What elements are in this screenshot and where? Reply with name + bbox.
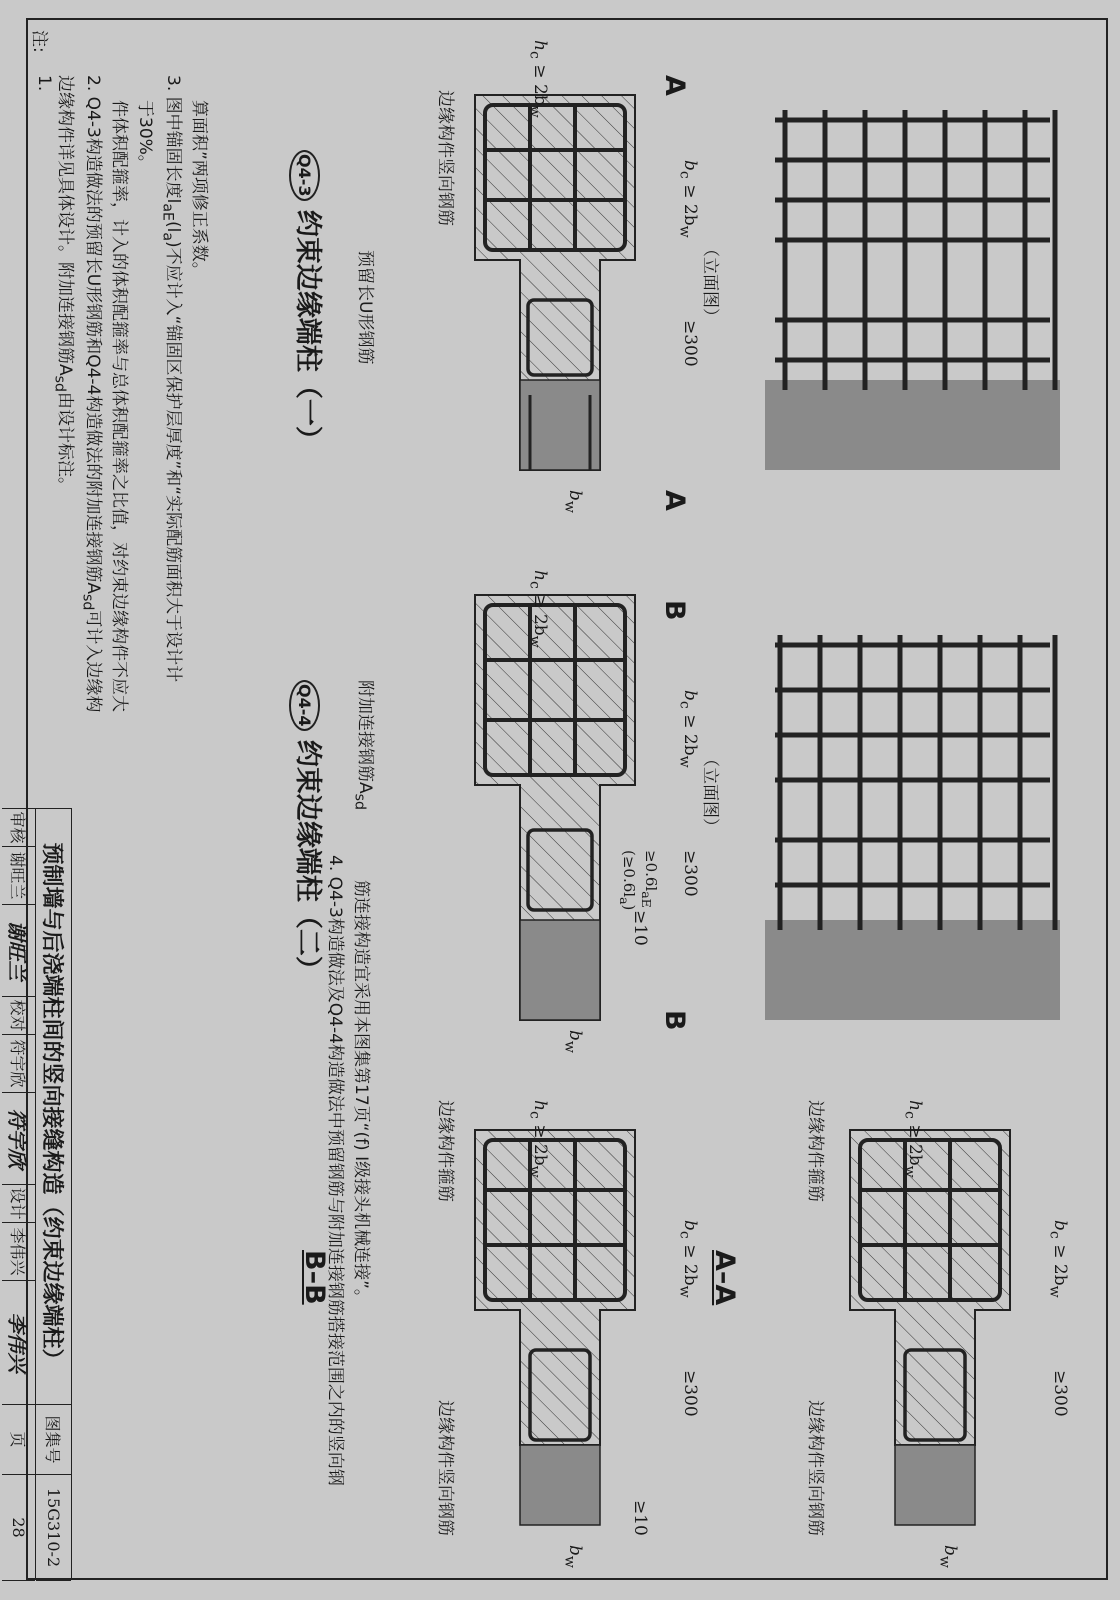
bb-dim-300: ≥300 — [680, 1370, 700, 1417]
note-2-tail: 可计入边缘构 — [83, 610, 103, 713]
title-block — [2, 808, 72, 1580]
q43-elev-grid — [775, 110, 1055, 390]
q43-u-label: 预留长U形钢筋 — [355, 250, 375, 365]
aa-dim-bc: $b_c \ge 2b_w$ — [1046, 1220, 1070, 1298]
q44-elevation — [765, 635, 1060, 1020]
q44-dim-300: ≥300 — [680, 850, 700, 897]
bb-dim-bw: $b_w$ — [561, 1545, 585, 1569]
check-label: 校对 — [2, 997, 35, 1035]
note-3-text-1: 图中锚固长度l — [163, 96, 183, 204]
bb-dim-bc: $b_c \ge 2b_w$ — [676, 1220, 700, 1298]
note-4-line-2: 筋连接构造宜采用本图集第17页“(f) I级接头机械连接”。 — [351, 880, 371, 1306]
check-name: 符宇欣 — [2, 1035, 35, 1093]
bb-dim-10: ≥10 — [630, 1500, 650, 1536]
q43-dim-hc: $h_c \ge 2b_w$ — [526, 40, 550, 118]
check-signature: 符宇欣 — [2, 1093, 35, 1185]
q44-dim-10: ≥10 — [630, 910, 650, 946]
q43-precast-wall — [520, 380, 600, 470]
note-3-tail: )不应计入“锚固区保护层厚度”和“实际配筋面积大于设计计 — [163, 241, 183, 683]
design-name: 李伟兴 — [2, 1223, 35, 1281]
note-4-text-1: Q4-3构造做法及Q4-4构造做法中预留钢筋与附加连接钢筋搭接范围之内的竖向钢 — [325, 876, 345, 1486]
drawing-title: 预制墙与后浇端柱间的竖向接缝构造（约束边缘端柱） — [36, 809, 71, 1405]
q44-precast-wall — [520, 920, 600, 1020]
note-1-tail: 由设计标注。 — [55, 392, 75, 495]
q43-elev-precast — [765, 380, 1060, 470]
q44-dim-bc: $b_c \ge 2b_w$ — [676, 690, 700, 768]
sec-b-mark-top: B — [659, 600, 690, 621]
review-signature: 谢旺兰 — [2, 905, 35, 997]
note-1-text: 边缘构件详见具体设计。附加连接钢筋A — [55, 75, 75, 376]
note-3-sub2: a — [159, 232, 176, 242]
aa-dim-hc: $h_c \ge 2b_w$ — [901, 1100, 925, 1178]
review-label: 审核 — [2, 809, 35, 847]
note-3-mid: (l — [163, 221, 183, 233]
bb-stirrup-label: 边缘构件箍筋 — [435, 1100, 455, 1202]
q43-dim-bw: $b_w$ — [561, 490, 585, 514]
note-3-num: 3. — [163, 75, 183, 92]
aa-dim-bw: $b_w$ — [936, 1545, 960, 1569]
sec-a-mark-top: A — [659, 75, 690, 96]
q43-vertical-label: 边缘构件竖向钢筋 — [435, 90, 455, 226]
sec-a-mark-bottom: A — [659, 490, 690, 511]
q43-dim-300: ≥300 — [680, 320, 700, 367]
q44-dim-bw: $b_w$ — [561, 1030, 585, 1054]
note-1-num: 1. — [34, 75, 54, 92]
sec-aa-title: A–A — [709, 1250, 740, 1306]
bb-vertical-label: 边缘构件竖向钢筋 — [435, 1400, 455, 1536]
note-3-sub: aE — [159, 203, 176, 221]
aa-dim-300: ≥300 — [1050, 1370, 1070, 1417]
q44-asd-sub: sd — [351, 793, 368, 811]
note-2-sub: sd — [79, 594, 96, 611]
q43-dim-bc: $b_c \ge 2b_w$ — [676, 160, 700, 238]
q43-title-text: 约束边缘端柱（一） — [292, 209, 323, 453]
atlas-label: 图集号 — [36, 1405, 71, 1475]
note-1-sub: sd — [51, 375, 68, 393]
aa-stirrup-label: 边缘构件箍筋 — [805, 1100, 825, 1202]
q43-elevation — [765, 110, 1060, 470]
note-2-line-3: 于30%。 — [135, 100, 155, 172]
sec-b-mark-bottom: B — [659, 1010, 690, 1031]
q44-title-text: 约束边缘端柱（二） — [292, 739, 323, 983]
title-block-row-2 — [2, 808, 36, 1580]
q43-title — [291, 150, 330, 453]
sec-bb-title: B–B — [299, 1250, 330, 1305]
note-3-line-2: 算面积”两项修正系数。 — [189, 100, 209, 279]
note-2-num: 2. — [83, 75, 103, 92]
aa-section — [850, 1130, 1010, 1525]
bb-dim-hc: $h_c \ge 2b_w$ — [526, 1100, 550, 1178]
q44-asd-text: 附加连接钢筋A — [355, 680, 375, 794]
note-2-text-1: Q4-3构造做法的预留长U形钢筋和Q4-4构造做法的附加连接钢筋A — [83, 96, 103, 595]
q43-code: Q4-3 — [289, 150, 320, 201]
q44-code: Q4-4 — [289, 680, 320, 731]
note-2-line-2: 件体积配箍率，计入的体积配箍率与总体积配箍率之比值，对约束边缘构件不应大 — [109, 100, 129, 712]
q44-title — [291, 680, 330, 983]
q44-dim-lae: $\ge 0.6l_{aE}$ — [639, 850, 660, 908]
q43-elev-label: （立面图） — [700, 240, 720, 325]
review-name: 谢旺兰 — [2, 847, 35, 905]
title-block-row-1 — [36, 808, 72, 1580]
aa-vertical-label: 边缘构件竖向钢筋 — [805, 1400, 825, 1536]
page-number: 28 — [2, 1475, 35, 1581]
page-label: 页 — [2, 1405, 35, 1475]
q44-elev-label: （立面图） — [700, 750, 720, 835]
q43-plan — [475, 95, 635, 470]
bb-section — [475, 1130, 635, 1525]
q44-dim-la: $(\ge 0.6l_a)$ — [617, 850, 638, 911]
q44-plan — [475, 595, 635, 1020]
design-label: 设计 — [2, 1185, 35, 1223]
atlas-number: 15G310-2 — [36, 1475, 71, 1581]
q44-dim-hc: $h_c \ge 2b_w$ — [526, 570, 550, 648]
note-4-num: 4. — [325, 855, 345, 872]
notes-heading: 注: — [29, 30, 49, 53]
design-signature: 李伟兴 — [2, 1281, 35, 1405]
q44-asd-label — [352, 680, 380, 810]
